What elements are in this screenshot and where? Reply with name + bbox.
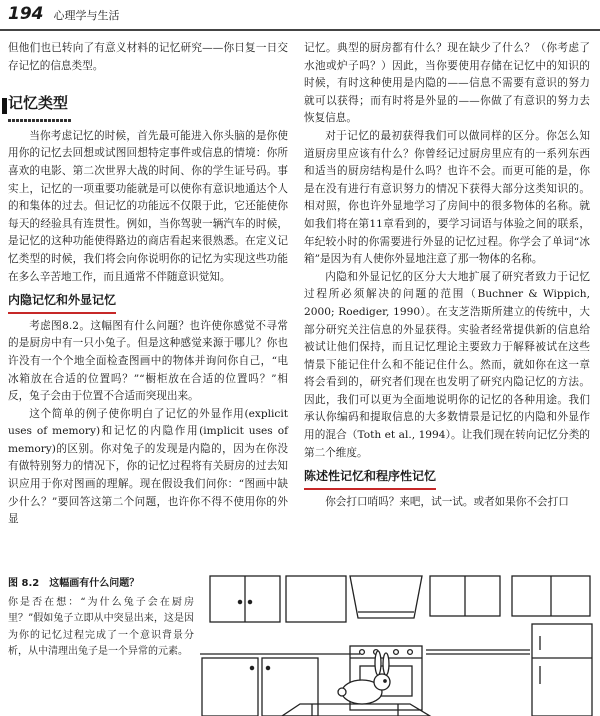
subheading-declarative-procedural: 陈述性记忆和程序性记忆 <box>304 468 436 490</box>
continued-paragraph: 记忆。典型的厨房都有什么？现在缺少了什么？（你考虑了水池或炉子吗？）因此，当你要使用存储在记忆中的知识的时候，有时这种使用是内隐的——信息不需要有意识的努力就可以获得；而有时将是外显的——你做了有意识的努力去恢复信息。 <box>304 42 590 125</box>
header-rule <box>0 29 600 31</box>
kitchen-illustration <box>200 572 600 716</box>
upper-cabinets <box>210 576 590 622</box>
acquisition-paragraph: 对于记忆的最初获得我们可以做同样的区分。你怎么知道厨房里应该有什么？你曾经记过厨房里应有的一系列东西和适当的厨房结构是什么吗？也许不会。而更可能的是，你是在没有进行有意识努力的情况下获得大部分这类知识的。相对照，你也许外显地学习了房间中的很多物体的名称。就如我们将在第11章看到的，要学习词语与体验之间的联系，年纪较小时的你需要进行外显的记忆过程。你学会了单词“冰箱”是因为有人使你外显地注意了那一物体的名称。 <box>304 129 590 266</box>
page-number: 194 <box>8 4 44 24</box>
figure-label: 图 8.2 这幅画有什么问题？ <box>8 578 140 589</box>
figure-description: 你是否在想：“为什么兔子会在厨房里？”假如兔子立即从中突显出来，这是因为你的记忆过程完成了一个意识背景分析，从中清理出兔子是一个异常的元素。 <box>8 596 194 657</box>
page-header <box>8 4 120 28</box>
research-scope-paragraph: 内隐和外显记忆的区分大大地扩展了研究者致力于记忆过程所必须解决的问题的范围（Buchner & Wippich, 2000; Roediger, 1990）。在支芝浩斯所建立的传统中，大部分研究关注信息的外显获得。实验者经常提供新的信息给被试让他们保持，而且记忆理论主要致力于解释被试在这些情景下能记住什么和不能记住什么。然而，就如你在这一章将会看到的，研究者们现在也发明了研究内隐记忆的方法。因此，我们可以更为全面地说明你的记忆的各种用途。我们承认你编码和提取信息的大多数情景是记忆的内隐和外显作用的混合（Toth et al., 1994）。让我们现在转向记忆分类的第二个维度。 <box>304 270 590 459</box>
memory-types-paragraph: 当你考虑记忆的时候，首先最可能进入你头脑的是你使用你的记忆去回想或试图回想特定事件或信息的情境：你所喜欢的电影、第二次世界大战的时间、你的学生证号码。事实上，记忆的一项重要功能就是可以使你有意识地通达个人的和集体的过去。但记忆的功能远不仅限于此，它还能使你每天的经验具有连贯性。例如，当你驾驶一辆汽车的时候，是记忆的这种功能使得路边的商店看起来很熟悉。在定义记忆类型的时候，我们将会向你说明你的记忆为实现这些功能在多么辛苦地工作，而且通常不伴随意识觉知。 <box>8 129 288 283</box>
lower-cabinets <box>200 654 360 716</box>
section-underline <box>8 119 72 122</box>
explicit-implicit-paragraph: 这个简单的例子使你明白了记忆的外显作用(explicit uses of memory)和记忆的内隐作用(implicit uses of memory)的区别。你对兔子的发现是内隐的，因为在你没有做特别努力的情况下，你的记忆过程将有关厨房的过去知识应用于你对图画的理解。现在假设我们问你：“图画中缺少什么？”要回答这第二个问题，也许你不得不使用你的外显 <box>8 407 288 526</box>
hood <box>350 576 422 618</box>
figure-8-2 <box>0 572 600 716</box>
left-column <box>8 40 288 529</box>
whistle-paragraph: 你会打口哨吗？来吧，试一试。或者如果你不会打口 <box>325 495 569 508</box>
section-title: 记忆类型 <box>8 94 69 113</box>
section-heading <box>8 95 288 122</box>
counter-right <box>426 650 530 654</box>
refrigerator-icon <box>532 624 592 716</box>
running-title: 心理学与生活 <box>53 9 120 22</box>
right-column <box>304 40 590 511</box>
intro-paragraph: 但他们也已转向了有意义材料的记忆研究——你日复一日交存记忆的信息类型。 <box>8 42 288 72</box>
subheading-implicit-explicit: 内隐记忆和外显记忆 <box>8 292 116 314</box>
figure-discussion-paragraph: 考虑图8.2。这幅图有什么问题？也许使你感觉不寻常的是厨房中有一只小兔子。但是这种感觉来源于哪儿？你也许没有一个个地全面检查图画中的物体并询问你自己，“电冰箱放在合适的位置吗？”“橱柜放在合适的位置吗？”相反，兔子会由于位置不合适而突现出来。 <box>8 319 288 403</box>
section-marker-icon <box>2 98 7 114</box>
figure-caption <box>8 576 194 661</box>
